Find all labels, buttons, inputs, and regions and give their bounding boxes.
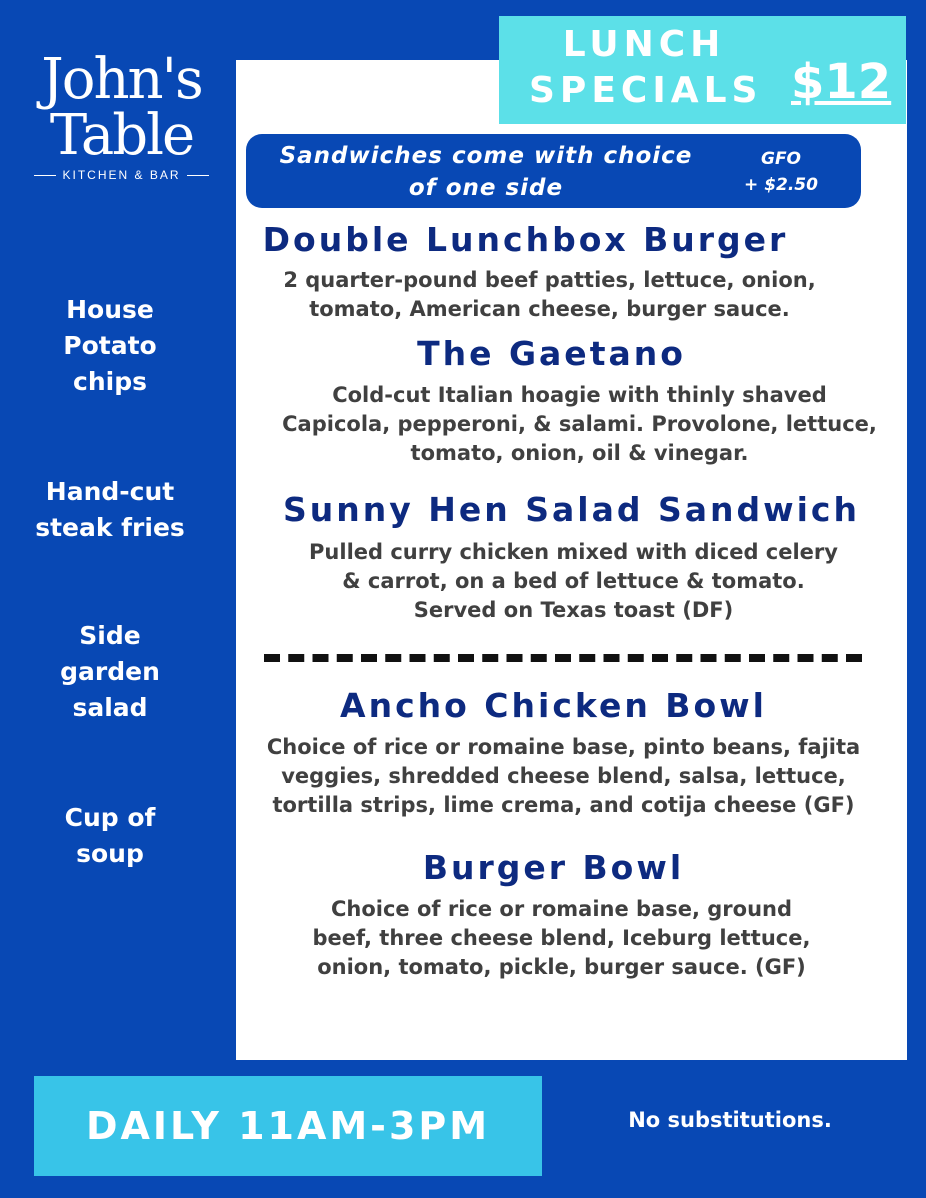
sides-note xyxy=(246,134,861,208)
desc-line: Choice of rice or romaine base, pinto beans, fajita xyxy=(266,735,861,759)
title-line: LUNCH xyxy=(562,24,726,65)
side-option-fries xyxy=(20,474,200,546)
side-option-soup xyxy=(20,800,200,872)
desc-line: Choice of rice or romaine base, ground xyxy=(330,897,793,921)
side-option-chips xyxy=(20,292,200,400)
desc-line: Cold-cut Italian hoagie with thinly shaved xyxy=(332,383,827,407)
price: $12 xyxy=(791,54,892,110)
desc-line: 2 quarter-pound beef patties, lettuce, onion, xyxy=(283,268,816,292)
desc-line: Served on Texas toast (DF) xyxy=(413,598,734,622)
item-title: Ancho Chicken Bowl xyxy=(340,686,767,725)
no-substitutions-note: No substitutions. xyxy=(628,1108,832,1132)
side-line: House xyxy=(66,295,154,324)
note-line: of one side xyxy=(408,175,564,201)
gfo-line: GFO xyxy=(760,149,802,169)
item-description xyxy=(226,895,897,982)
note-line: Sandwiches come with choice xyxy=(279,143,693,169)
desc-line: veggies, shredded cheese blend, salsa, lettuce, xyxy=(281,764,846,788)
item-description xyxy=(228,733,899,820)
desc-line: Capicola, pepperoni, & salami. Provolone, lettuce, xyxy=(282,412,877,436)
desc-line: onion, tomato, pickle, burger sauce. (GF) xyxy=(317,955,806,979)
side-line: soup xyxy=(76,839,144,868)
gfo-note xyxy=(726,146,836,198)
logo-line-1: John's xyxy=(41,47,202,112)
logo-rule-left xyxy=(34,175,56,176)
item-description xyxy=(214,266,885,324)
desc-line: beef, three cheese blend, Iceburg lettuce, xyxy=(312,926,811,950)
side-line: Hand-cut xyxy=(45,477,175,506)
desc-line: tortilla strips, lime crema, and cotija cheese (GF) xyxy=(272,793,855,817)
side-line: salad xyxy=(72,693,148,722)
side-line: Cup of xyxy=(64,803,156,832)
title-line: SPECIALS xyxy=(529,70,763,111)
logo-subtitle-text: KITCHEN & BAR xyxy=(62,168,181,182)
item-title: The Gaetano xyxy=(417,334,686,373)
item-description xyxy=(244,381,915,468)
logo xyxy=(34,47,209,182)
side-line: Side xyxy=(79,621,141,650)
desc-line: Pulled curry chicken mixed with diced celery xyxy=(309,540,838,564)
item-title: Double Lunchbox Burger xyxy=(262,220,789,259)
desc-line: tomato, American cheese, burger sauce. xyxy=(309,297,790,321)
side-option-salad xyxy=(20,618,200,726)
hours-text: DAILY 11AM-3PM xyxy=(85,1104,491,1148)
side-line: chips xyxy=(73,367,147,396)
item-title: Sunny Hen Salad Sandwich xyxy=(283,490,860,529)
gfo-line: + $2.50 xyxy=(744,175,818,195)
desc-line: & carrot, on a bed of lettuce & tomato. xyxy=(342,569,805,593)
side-line: Potato xyxy=(63,331,157,360)
section-divider xyxy=(264,654,862,662)
logo-line-2: Table xyxy=(49,103,194,168)
side-line: garden xyxy=(60,657,160,686)
sides-note-text xyxy=(276,140,696,204)
hours-banner xyxy=(34,1076,542,1176)
lunch-specials-title xyxy=(529,22,763,114)
logo-subtitle xyxy=(34,168,209,182)
side-line: steak fries xyxy=(35,513,185,542)
lunch-specials-header xyxy=(499,16,906,124)
desc-line: tomato, onion, oil & vinegar. xyxy=(410,441,749,465)
item-description xyxy=(238,538,909,625)
item-title: Burger Bowl xyxy=(422,848,685,887)
logo-rule-right xyxy=(187,175,209,176)
